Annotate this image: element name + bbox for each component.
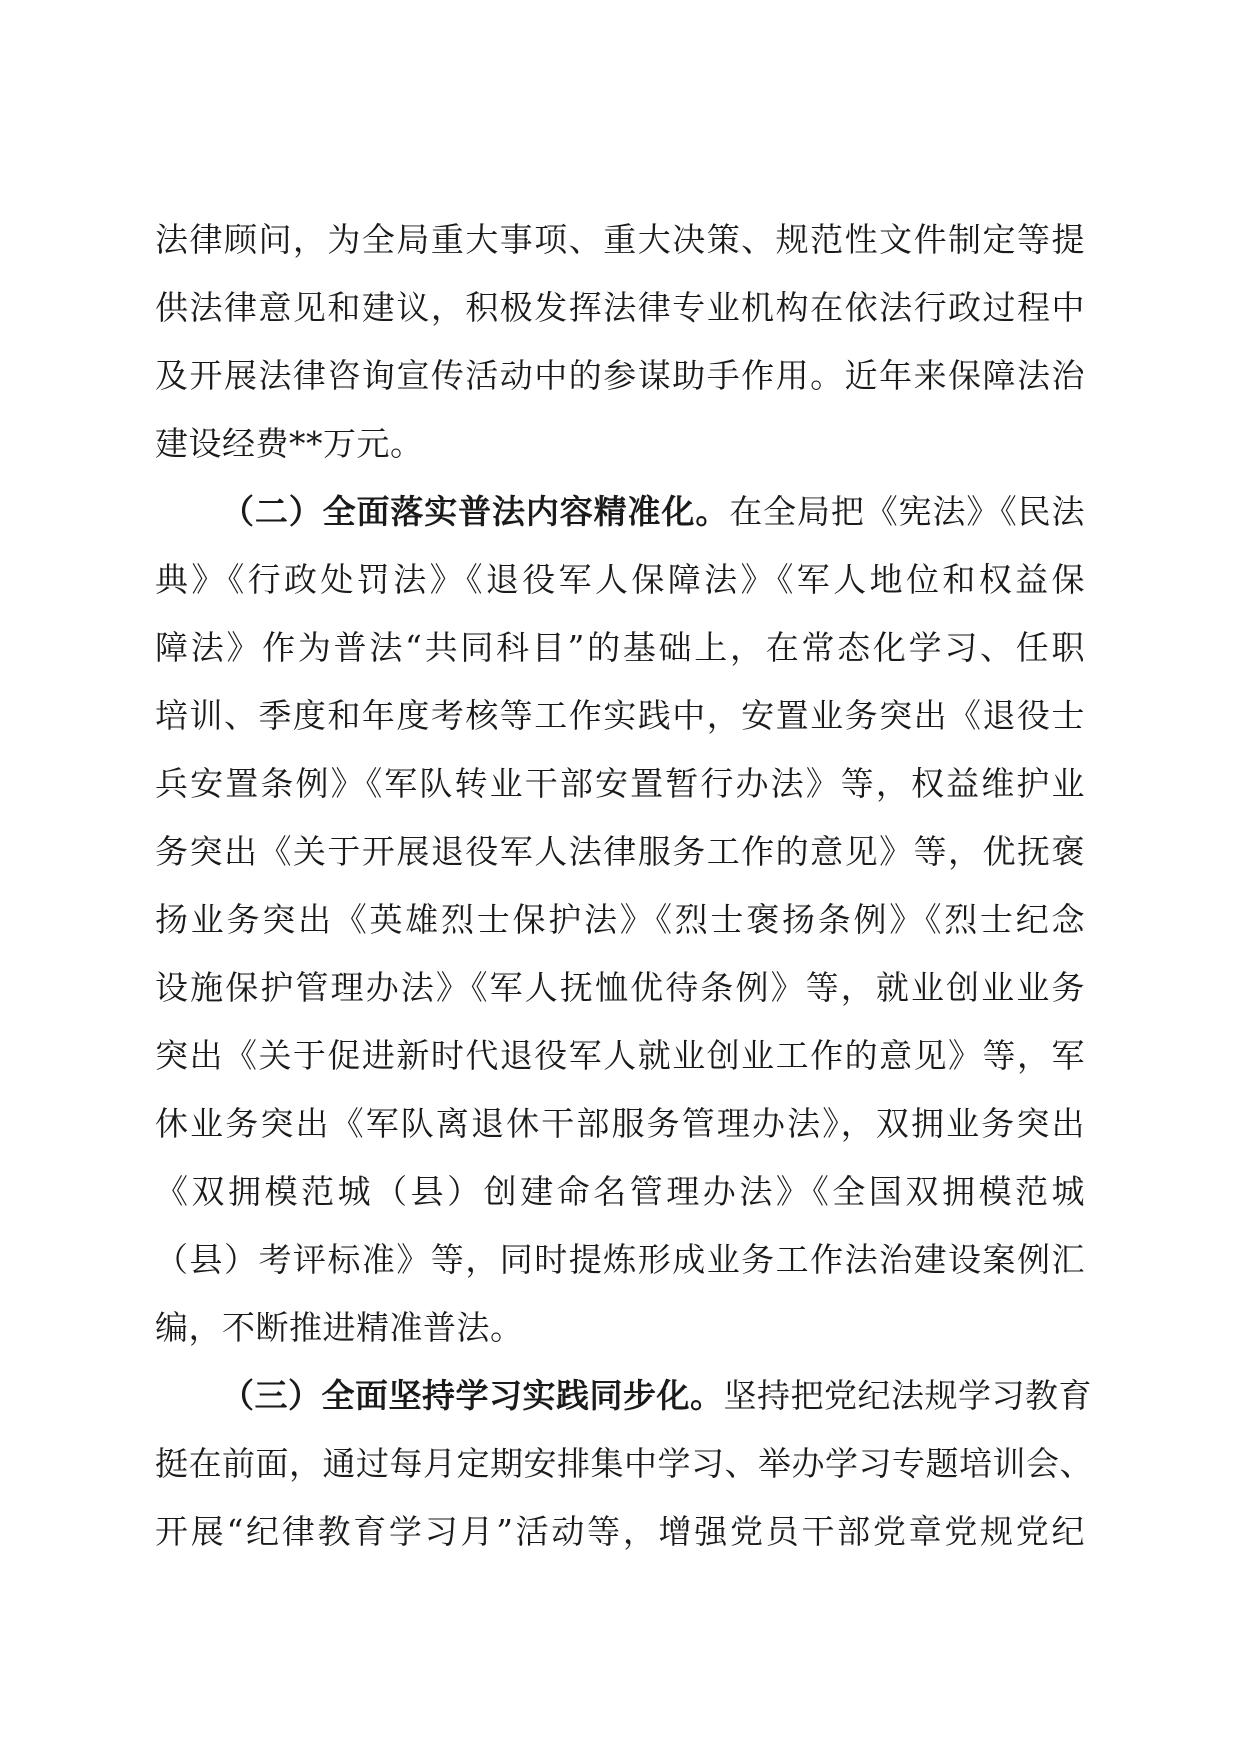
section-heading: （三）全面坚持学习实践同步化。 [221, 1376, 724, 1415]
paragraph-line: 设施保护管理办法》《军人抚恤优待条例》等，就业创业业务 [155, 968, 1085, 1007]
paragraph-line: 开展“纪律教育学习月”活动等，增强党员干部党章党规党纪 [155, 1512, 1085, 1551]
paragraph-line: 法律顾问，为全局重大事项、重大决策、规范性文件制定等提 [155, 220, 1085, 259]
paragraph-1 [155, 206, 1085, 478]
paragraph-line: 培训、季度和年度考核等工作实践中，安置业务突出《退役士 [155, 696, 1085, 735]
paragraph-2 [155, 478, 1085, 1362]
paragraph-line: 障法》作为普法“共同科目”的基础上，在常态化学习、任职 [155, 628, 1085, 667]
paragraph-line: 休业务突出《军队离退休干部服务管理办法》，双拥业务突出 [155, 1104, 1085, 1143]
paragraph-line: 兵安置条例》《军队转业干部安置暂行办法》等，权益维护业 [155, 764, 1085, 803]
paragraph-line: 务突出《关于开展退役军人法律服务工作的意见》等，优抚褒 [155, 832, 1085, 871]
paragraph-line: 扬业务突出《英雄烈士保护法》《烈士褒扬条例》《烈士纪念 [155, 900, 1085, 939]
paragraph-line: 编，不断推进精准普法。 [155, 1308, 524, 1347]
paragraph-line: 及开展法律咨询宣传活动中的参谋助手作用。近年来保障法治 [155, 356, 1085, 395]
document-body [155, 206, 1093, 1566]
paragraph-line: 建设经费**万元。 [155, 424, 424, 463]
paragraph-line: 供法律意见和建议，积极发挥法律专业机构在依法行政过程中 [155, 288, 1085, 327]
paragraph-first-line [155, 1362, 1092, 1430]
paragraph-line: 典》《行政处罚法》《退役军人保障法》《军人地位和权益保 [155, 560, 1085, 599]
paragraph-text: 坚持把党纪法规学习教育 [723, 1376, 1092, 1415]
paragraph-3 [155, 1362, 1093, 1566]
paragraph-first-line [155, 478, 1085, 546]
paragraph-text: 在全局把《宪法》《民法 [729, 492, 1086, 531]
paragraph-line: 《双拥模范城（县）创建命名管理办法》《全国双拥模范城 [155, 1172, 1085, 1211]
paragraph-line: （县）考评标准》等，同时提炼形成业务工作法治建设案例汇 [155, 1240, 1085, 1279]
section-heading: （二）全面落实普法内容精准化。 [221, 492, 730, 531]
paragraph-line: 突出《关于促进新时代退役军人就业创业工作的意见》等，军 [155, 1036, 1085, 1075]
paragraph-line: 挺在前面，通过每月定期安排集中学习、举办学习专题培训会、 [155, 1444, 1093, 1483]
